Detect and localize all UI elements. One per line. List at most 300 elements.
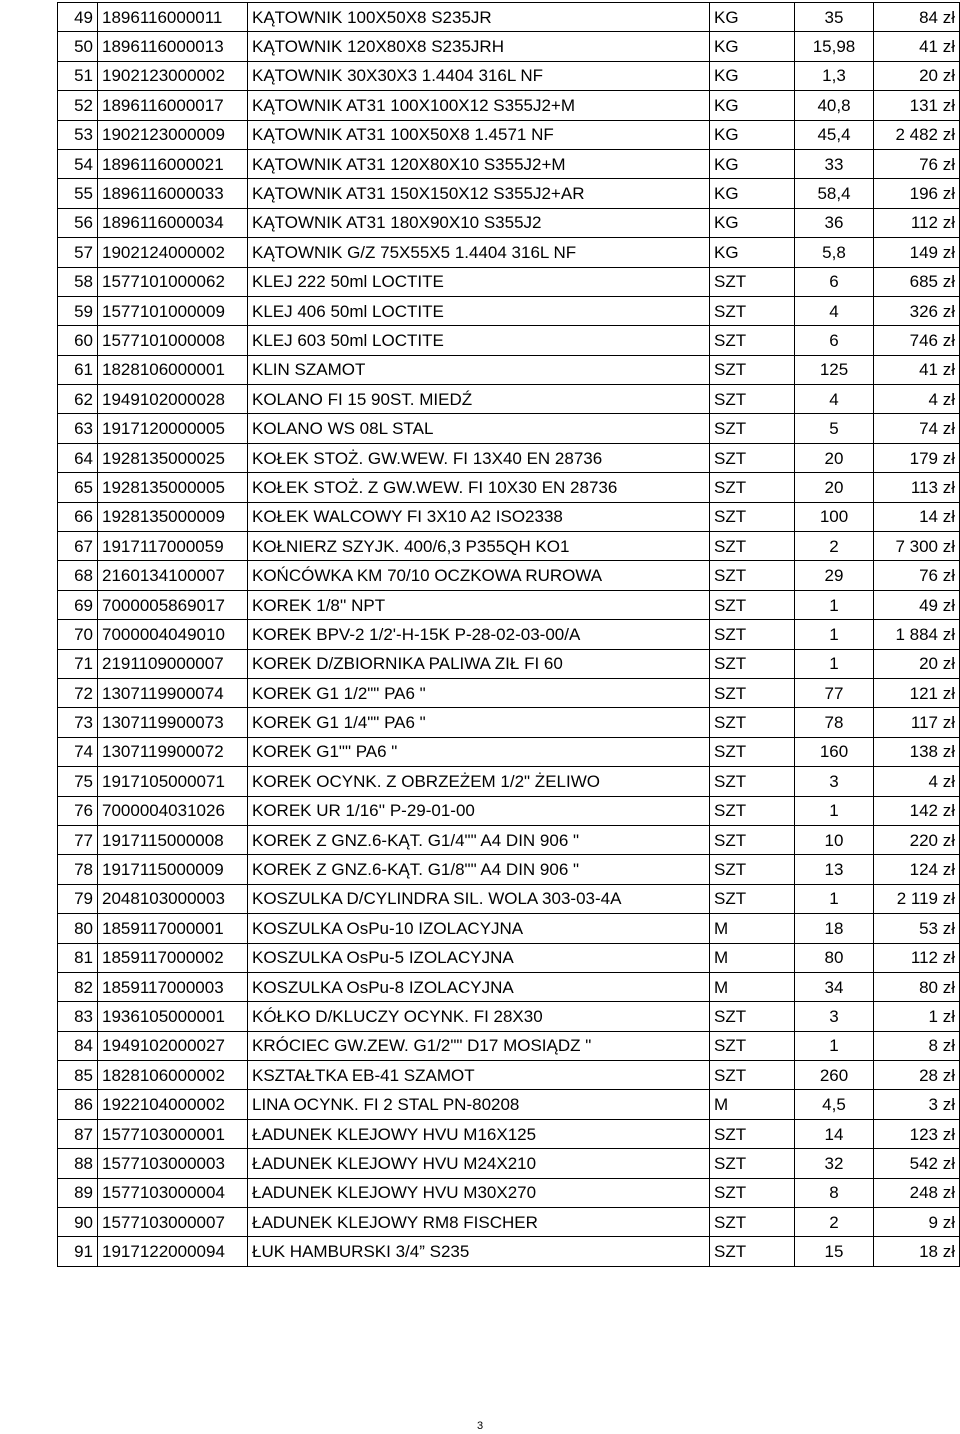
value-cell: 124 zł xyxy=(874,855,960,884)
table-row xyxy=(58,91,960,120)
value-cell: 131 zł xyxy=(874,91,960,120)
table-row xyxy=(58,825,960,854)
row-number-cell: 77 xyxy=(58,825,98,854)
unit-cell: SZT xyxy=(710,385,795,414)
table-row xyxy=(58,649,960,678)
value-cell: 196 zł xyxy=(874,179,960,208)
unit-cell: SZT xyxy=(710,502,795,531)
row-number-cell: 75 xyxy=(58,767,98,796)
item-name-cell: KOREK 1/8'' NPT xyxy=(248,590,710,619)
row-number-cell: 91 xyxy=(58,1237,98,1266)
item-code-cell: 7000005869017 xyxy=(98,590,248,619)
item-name-cell: KLEJ 222 50ml LOCTITE xyxy=(248,267,710,296)
item-name-cell: KĄTOWNIK AT31 180X90X10 S355J2 xyxy=(248,208,710,237)
quantity-cell: 125 xyxy=(795,355,874,384)
item-code-cell: 1828106000002 xyxy=(98,1061,248,1090)
quantity-cell: 2 xyxy=(795,1208,874,1237)
table-row xyxy=(58,355,960,384)
quantity-cell: 20 xyxy=(795,443,874,472)
value-cell: 4 zł xyxy=(874,385,960,414)
item-name-cell: KOSZULKA OsPu-8 IZOLACYJNA xyxy=(248,972,710,1001)
value-cell: 14 zł xyxy=(874,502,960,531)
item-name-cell: KĄTOWNIK 100X50X8 S235JR xyxy=(248,3,710,32)
table-row xyxy=(58,1237,960,1266)
value-cell: 149 zł xyxy=(874,238,960,267)
unit-cell: SZT xyxy=(710,649,795,678)
item-name-cell: KSZTAŁTKA EB-41 SZAMOT xyxy=(248,1061,710,1090)
item-code-cell: 1896116000034 xyxy=(98,208,248,237)
value-cell: 76 zł xyxy=(874,561,960,590)
value-cell: 248 zł xyxy=(874,1178,960,1207)
quantity-cell: 45,4 xyxy=(795,120,874,149)
value-cell: 1 884 zł xyxy=(874,620,960,649)
row-number-cell: 67 xyxy=(58,532,98,561)
row-number-cell: 59 xyxy=(58,296,98,325)
item-code-cell: 1917120000005 xyxy=(98,414,248,443)
item-name-cell: KĄTOWNIK AT31 100X100X12 S355J2+M xyxy=(248,91,710,120)
table-row xyxy=(58,414,960,443)
row-number-cell: 52 xyxy=(58,91,98,120)
unit-cell: KG xyxy=(710,179,795,208)
row-number-cell: 58 xyxy=(58,267,98,296)
item-code-cell: 1577103000001 xyxy=(98,1119,248,1148)
row-number-cell: 70 xyxy=(58,620,98,649)
row-number-cell: 88 xyxy=(58,1149,98,1178)
table-row xyxy=(58,61,960,90)
row-number-cell: 64 xyxy=(58,443,98,472)
quantity-cell: 77 xyxy=(795,678,874,707)
item-code-cell: 1307119900073 xyxy=(98,708,248,737)
table-row xyxy=(58,855,960,884)
item-code-cell: 1917115000009 xyxy=(98,855,248,884)
row-number-cell: 83 xyxy=(58,1002,98,1031)
row-number-cell: 86 xyxy=(58,1090,98,1119)
row-number-cell: 78 xyxy=(58,855,98,884)
quantity-cell: 58,4 xyxy=(795,179,874,208)
table-row xyxy=(58,296,960,325)
table-row xyxy=(58,590,960,619)
row-number-cell: 51 xyxy=(58,61,98,90)
quantity-cell: 3 xyxy=(795,1002,874,1031)
quantity-cell: 29 xyxy=(795,561,874,590)
table-row xyxy=(58,32,960,61)
item-name-cell: KOŃCÓWKA KM 70/10 OCZKOWA RUROWA xyxy=(248,561,710,590)
quantity-cell: 1 xyxy=(795,590,874,619)
quantity-cell: 6 xyxy=(795,267,874,296)
unit-cell: SZT xyxy=(710,590,795,619)
table-row xyxy=(58,385,960,414)
table-row xyxy=(58,1090,960,1119)
value-cell: 9 zł xyxy=(874,1208,960,1237)
row-number-cell: 81 xyxy=(58,943,98,972)
value-cell: 112 zł xyxy=(874,208,960,237)
item-name-cell: KLEJ 603 50ml LOCTITE xyxy=(248,326,710,355)
item-code-cell: 1577101000009 xyxy=(98,296,248,325)
value-cell: 49 zł xyxy=(874,590,960,619)
unit-cell: SZT xyxy=(710,1237,795,1266)
table-row xyxy=(58,3,960,32)
unit-cell: SZT xyxy=(710,561,795,590)
table-row xyxy=(58,179,960,208)
table-row xyxy=(58,326,960,355)
table-row xyxy=(58,473,960,502)
item-code-cell: 1949102000028 xyxy=(98,385,248,414)
unit-cell: SZT xyxy=(710,1119,795,1148)
table-row xyxy=(58,120,960,149)
item-code-cell: 1917122000094 xyxy=(98,1237,248,1266)
unit-cell: SZT xyxy=(710,443,795,472)
row-number-cell: 72 xyxy=(58,678,98,707)
item-name-cell: LINA OCYNK. FI 2 STAL PN-80208 xyxy=(248,1090,710,1119)
quantity-cell: 13 xyxy=(795,855,874,884)
item-code-cell: 1902124000002 xyxy=(98,238,248,267)
item-code-cell: 7000004049010 xyxy=(98,620,248,649)
value-cell: 84 zł xyxy=(874,3,960,32)
value-cell: 685 zł xyxy=(874,267,960,296)
quantity-cell: 1,3 xyxy=(795,61,874,90)
item-name-cell: ŁUK HAMBURSKI 3/4” S235 xyxy=(248,1237,710,1266)
row-number-cell: 50 xyxy=(58,32,98,61)
row-number-cell: 66 xyxy=(58,502,98,531)
quantity-cell: 18 xyxy=(795,914,874,943)
item-code-cell: 1307119900072 xyxy=(98,737,248,766)
value-cell: 142 zł xyxy=(874,796,960,825)
unit-cell: SZT xyxy=(710,825,795,854)
table-row xyxy=(58,238,960,267)
row-number-cell: 79 xyxy=(58,884,98,913)
unit-cell: SZT xyxy=(710,1208,795,1237)
item-name-cell: KOŁEK STOŻ. Z GW.WEW. FI 10X30 EN 28736 xyxy=(248,473,710,502)
quantity-cell: 33 xyxy=(795,149,874,178)
item-name-cell: KOREK OCYNK. Z OBRZEŻEM 1/2" ŻELIWO xyxy=(248,767,710,796)
value-cell: 112 zł xyxy=(874,943,960,972)
item-name-cell: KOSZULKA OsPu-10 IZOLACYJNA xyxy=(248,914,710,943)
row-number-cell: 89 xyxy=(58,1178,98,1207)
item-code-cell: 2191109000007 xyxy=(98,649,248,678)
item-name-cell: KOREK UR 1/16'' P-29-01-00 xyxy=(248,796,710,825)
unit-cell: SZT xyxy=(710,1002,795,1031)
item-name-cell: KOŁNIERZ SZYJK. 400/6,3 P355QH KO1 xyxy=(248,532,710,561)
value-cell: 179 zł xyxy=(874,443,960,472)
item-name-cell: KĄTOWNIK 120X80X8 S235JRH xyxy=(248,32,710,61)
value-cell: 80 zł xyxy=(874,972,960,1001)
quantity-cell: 34 xyxy=(795,972,874,1001)
unit-cell: SZT xyxy=(710,532,795,561)
page-number: 3 xyxy=(476,1420,484,1432)
quantity-cell: 160 xyxy=(795,737,874,766)
unit-cell: KG xyxy=(710,61,795,90)
unit-cell: SZT xyxy=(710,767,795,796)
table-row xyxy=(58,620,960,649)
item-name-cell: ŁADUNEK KLEJOWY HVU M16X125 xyxy=(248,1119,710,1148)
value-cell: 53 zł xyxy=(874,914,960,943)
item-code-cell: 1902123000002 xyxy=(98,61,248,90)
item-code-cell: 1936105000001 xyxy=(98,1002,248,1031)
item-name-cell: KĄTOWNIK AT31 100X50X8 1.4571 NF xyxy=(248,120,710,149)
quantity-cell: 5,8 xyxy=(795,238,874,267)
item-code-cell: 2160134100007 xyxy=(98,561,248,590)
table-row xyxy=(58,796,960,825)
row-number-cell: 63 xyxy=(58,414,98,443)
row-number-cell: 80 xyxy=(58,914,98,943)
item-name-cell: KOŁEK STOŻ. GW.WEW. FI 13X40 EN 28736 xyxy=(248,443,710,472)
value-cell: 74 zł xyxy=(874,414,960,443)
row-number-cell: 61 xyxy=(58,355,98,384)
item-code-cell: 1577103000004 xyxy=(98,1178,248,1207)
row-number-cell: 87 xyxy=(58,1119,98,1148)
item-code-cell: 1896116000033 xyxy=(98,179,248,208)
value-cell: 2 119 zł xyxy=(874,884,960,913)
quantity-cell: 1 xyxy=(795,796,874,825)
table-row xyxy=(58,943,960,972)
value-cell: 41 zł xyxy=(874,32,960,61)
value-cell: 18 zł xyxy=(874,1237,960,1266)
value-cell: 7 300 zł xyxy=(874,532,960,561)
item-name-cell: KLIN SZAMOT xyxy=(248,355,710,384)
table-row xyxy=(58,972,960,1001)
quantity-cell: 10 xyxy=(795,825,874,854)
table-row xyxy=(58,1208,960,1237)
item-code-cell: 1896116000021 xyxy=(98,149,248,178)
item-code-cell: 1828106000001 xyxy=(98,355,248,384)
row-number-cell: 73 xyxy=(58,708,98,737)
row-number-cell: 56 xyxy=(58,208,98,237)
item-code-cell: 1949102000027 xyxy=(98,1031,248,1060)
table-row xyxy=(58,1031,960,1060)
table-row xyxy=(58,1119,960,1148)
unit-cell: KG xyxy=(710,32,795,61)
unit-cell: SZT xyxy=(710,473,795,502)
quantity-cell: 14 xyxy=(795,1119,874,1148)
item-name-cell: KOREK G1 1/2"" PA6 " xyxy=(248,678,710,707)
row-number-cell: 84 xyxy=(58,1031,98,1060)
table-row xyxy=(58,443,960,472)
table-row xyxy=(58,678,960,707)
value-cell: 4 zł xyxy=(874,767,960,796)
table-row xyxy=(58,1149,960,1178)
unit-cell: SZT xyxy=(710,855,795,884)
item-name-cell: KĄTOWNIK 30X30X3 1.4404 316L NF xyxy=(248,61,710,90)
unit-cell: SZT xyxy=(710,1061,795,1090)
unit-cell: SZT xyxy=(710,884,795,913)
unit-cell: SZT xyxy=(710,1031,795,1060)
value-cell: 1 zł xyxy=(874,1002,960,1031)
quantity-cell: 1 xyxy=(795,649,874,678)
item-code-cell: 1928135000025 xyxy=(98,443,248,472)
value-cell: 28 zł xyxy=(874,1061,960,1090)
value-cell: 41 zł xyxy=(874,355,960,384)
unit-cell: SZT xyxy=(710,414,795,443)
table-row xyxy=(58,1002,960,1031)
quantity-cell: 1 xyxy=(795,884,874,913)
item-name-cell: KRÓCIEC GW.ZEW. G1/2"" D17 MOSIĄDZ " xyxy=(248,1031,710,1060)
item-name-cell: KĄTOWNIK AT31 150X150X12 S355J2+AR xyxy=(248,179,710,208)
quantity-cell: 40,8 xyxy=(795,91,874,120)
item-name-cell: ŁADUNEK KLEJOWY HVU M24X210 xyxy=(248,1149,710,1178)
row-number-cell: 54 xyxy=(58,149,98,178)
unit-cell: SZT xyxy=(710,1149,795,1178)
row-number-cell: 57 xyxy=(58,238,98,267)
quantity-cell: 36 xyxy=(795,208,874,237)
value-cell: 123 zł xyxy=(874,1119,960,1148)
quantity-cell: 6 xyxy=(795,326,874,355)
table-row xyxy=(58,561,960,590)
unit-cell: KG xyxy=(710,149,795,178)
value-cell: 20 zł xyxy=(874,649,960,678)
value-cell: 20 zł xyxy=(874,61,960,90)
row-number-cell: 65 xyxy=(58,473,98,502)
unit-cell: M xyxy=(710,943,795,972)
quantity-cell: 100 xyxy=(795,502,874,531)
item-name-cell: KOREK BPV-2 1/2'-H-15K P-28-02-03-00/A xyxy=(248,620,710,649)
unit-cell: KG xyxy=(710,238,795,267)
value-cell: 121 zł xyxy=(874,678,960,707)
item-name-cell: KOREK G1"" PA6 " xyxy=(248,737,710,766)
row-number-cell: 76 xyxy=(58,796,98,825)
item-code-cell: 1577103000007 xyxy=(98,1208,248,1237)
value-cell: 220 zł xyxy=(874,825,960,854)
unit-cell: SZT xyxy=(710,708,795,737)
value-cell: 3 zł xyxy=(874,1090,960,1119)
item-name-cell: KOREK Z GNZ.6-KĄT. G1/4"" A4 DIN 906 " xyxy=(248,825,710,854)
unit-cell: SZT xyxy=(710,326,795,355)
quantity-cell: 20 xyxy=(795,473,874,502)
value-cell: 8 zł xyxy=(874,1031,960,1060)
row-number-cell: 55 xyxy=(58,179,98,208)
item-code-cell: 1917117000059 xyxy=(98,532,248,561)
item-name-cell: KOŁEK WALCOWY FI 3X10 A2 ISO2338 xyxy=(248,502,710,531)
item-name-cell: KOSZULKA OsPu-5 IZOLACYJNA xyxy=(248,943,710,972)
quantity-cell: 5 xyxy=(795,414,874,443)
row-number-cell: 71 xyxy=(58,649,98,678)
item-name-cell: ŁADUNEK KLEJOWY HVU M30X270 xyxy=(248,1178,710,1207)
item-code-cell: 1577101000008 xyxy=(98,326,248,355)
quantity-cell: 3 xyxy=(795,767,874,796)
item-code-cell: 1859117000001 xyxy=(98,914,248,943)
item-code-cell: 1859117000002 xyxy=(98,943,248,972)
item-code-cell: 1896116000013 xyxy=(98,32,248,61)
item-code-cell: 1928135000005 xyxy=(98,473,248,502)
unit-cell: SZT xyxy=(710,796,795,825)
table-row xyxy=(58,1061,960,1090)
item-code-cell: 1896116000017 xyxy=(98,91,248,120)
item-code-cell: 1307119900074 xyxy=(98,678,248,707)
unit-cell: SZT xyxy=(710,620,795,649)
unit-cell: M xyxy=(710,972,795,1001)
unit-cell: KG xyxy=(710,91,795,120)
table-row xyxy=(58,149,960,178)
inventory-table xyxy=(57,2,960,1267)
quantity-cell: 2 xyxy=(795,532,874,561)
unit-cell: SZT xyxy=(710,1178,795,1207)
item-code-cell: 1896116000011 xyxy=(98,3,248,32)
table-row xyxy=(58,502,960,531)
item-name-cell: ŁADUNEK KLEJOWY RM8 FISCHER xyxy=(248,1208,710,1237)
table-row xyxy=(58,1178,960,1207)
quantity-cell: 15,98 xyxy=(795,32,874,61)
unit-cell: M xyxy=(710,1090,795,1119)
row-number-cell: 60 xyxy=(58,326,98,355)
row-number-cell: 74 xyxy=(58,737,98,766)
item-name-cell: KOREK G1 1/4"" PA6 " xyxy=(248,708,710,737)
row-number-cell: 90 xyxy=(58,1208,98,1237)
table-row xyxy=(58,708,960,737)
item-code-cell: 1902123000009 xyxy=(98,120,248,149)
row-number-cell: 53 xyxy=(58,120,98,149)
quantity-cell: 80 xyxy=(795,943,874,972)
value-cell: 138 zł xyxy=(874,737,960,766)
value-cell: 2 482 zł xyxy=(874,120,960,149)
value-cell: 326 zł xyxy=(874,296,960,325)
quantity-cell: 8 xyxy=(795,1178,874,1207)
unit-cell: KG xyxy=(710,3,795,32)
quantity-cell: 78 xyxy=(795,708,874,737)
item-code-cell: 1922104000002 xyxy=(98,1090,248,1119)
quantity-cell: 32 xyxy=(795,1149,874,1178)
unit-cell: M xyxy=(710,914,795,943)
item-code-cell: 1859117000003 xyxy=(98,972,248,1001)
unit-cell: SZT xyxy=(710,296,795,325)
item-name-cell: KOLANO FI 15 90ST. MIEDŹ xyxy=(248,385,710,414)
row-number-cell: 62 xyxy=(58,385,98,414)
item-name-cell: KĄTOWNIK AT31 120X80X10 S355J2+M xyxy=(248,149,710,178)
row-number-cell: 68 xyxy=(58,561,98,590)
quantity-cell: 4 xyxy=(795,385,874,414)
table-row xyxy=(58,737,960,766)
quantity-cell: 35 xyxy=(795,3,874,32)
row-number-cell: 49 xyxy=(58,3,98,32)
unit-cell: SZT xyxy=(710,678,795,707)
unit-cell: SZT xyxy=(710,267,795,296)
item-name-cell: KOREK D/ZBIORNIKA PALIWA ZIŁ FI 60 xyxy=(248,649,710,678)
table-row xyxy=(58,208,960,237)
value-cell: 76 zł xyxy=(874,149,960,178)
table-row xyxy=(58,914,960,943)
item-name-cell: KLEJ 406 50ml LOCTITE xyxy=(248,296,710,325)
item-code-cell: 1917105000071 xyxy=(98,767,248,796)
item-code-cell: 1917115000008 xyxy=(98,825,248,854)
item-name-cell: KÓŁKO D/KLUCZY OCYNK. FI 28X30 xyxy=(248,1002,710,1031)
quantity-cell: 4 xyxy=(795,296,874,325)
table-row xyxy=(58,267,960,296)
item-code-cell: 2048103000003 xyxy=(98,884,248,913)
item-name-cell: KOREK Z GNZ.6-KĄT. G1/8"" A4 DIN 906 " xyxy=(248,855,710,884)
row-number-cell: 82 xyxy=(58,972,98,1001)
unit-cell: KG xyxy=(710,208,795,237)
item-code-cell: 1928135000009 xyxy=(98,502,248,531)
value-cell: 113 zł xyxy=(874,473,960,502)
table-row xyxy=(58,767,960,796)
item-code-cell: 1577103000003 xyxy=(98,1149,248,1178)
unit-cell: KG xyxy=(710,120,795,149)
quantity-cell: 15 xyxy=(795,1237,874,1266)
unit-cell: SZT xyxy=(710,355,795,384)
quantity-cell: 1 xyxy=(795,620,874,649)
inventory-table-body xyxy=(58,3,960,1267)
inventory-table-wrapper xyxy=(57,2,959,1267)
unit-cell: SZT xyxy=(710,737,795,766)
item-code-cell: 7000004031026 xyxy=(98,796,248,825)
quantity-cell: 1 xyxy=(795,1031,874,1060)
quantity-cell: 260 xyxy=(795,1061,874,1090)
value-cell: 746 zł xyxy=(874,326,960,355)
row-number-cell: 85 xyxy=(58,1061,98,1090)
quantity-cell: 4,5 xyxy=(795,1090,874,1119)
value-cell: 542 zł xyxy=(874,1149,960,1178)
item-code-cell: 1577101000062 xyxy=(98,267,248,296)
value-cell: 117 zł xyxy=(874,708,960,737)
table-row xyxy=(58,532,960,561)
